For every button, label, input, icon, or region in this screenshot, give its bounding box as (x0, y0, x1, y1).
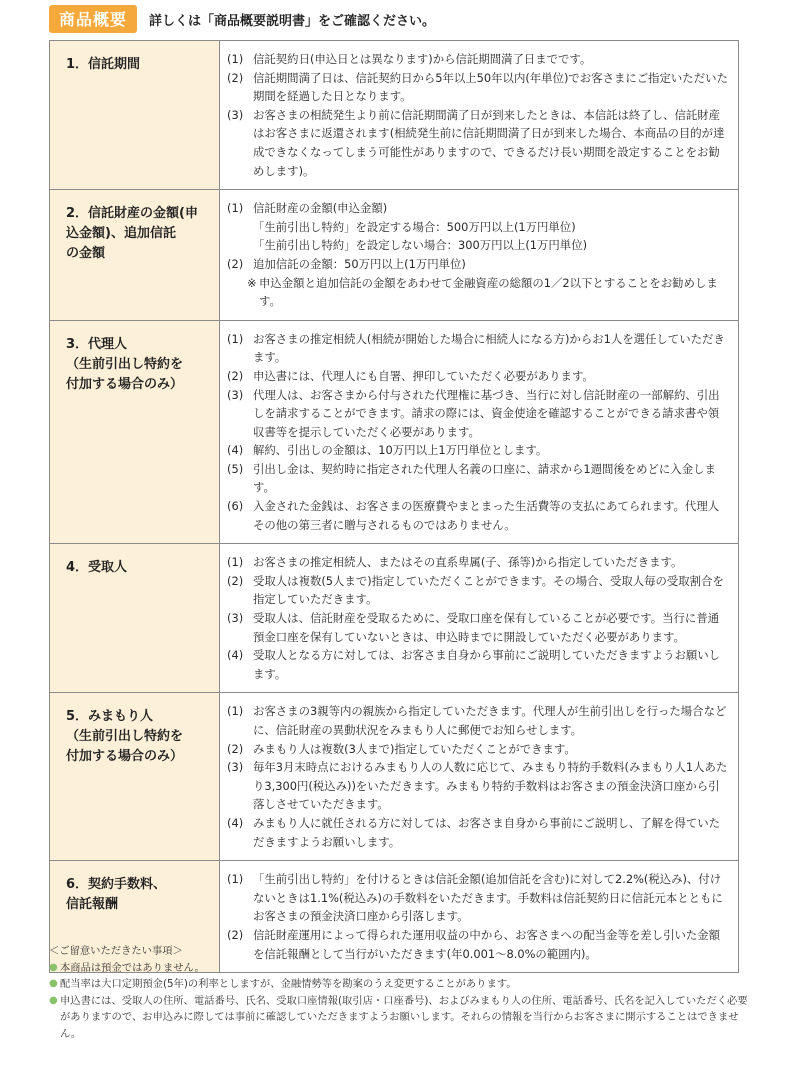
item-number: (3) (227, 611, 244, 626)
item-text: 信託期間満了日は、信託契約日から5年以上50年以内(年単位)でお客さまにご指定いただいた期間を経過した日となります。 (253, 70, 728, 104)
item-text: 毎年3月末時点におけるみまもり人の人数に応じて、みまもり特約手数料(みまもり人1人あたり3,300円(税込み))をいただきます。みまもり特約手数料はお客さまの預金決済口座から引落しさせていただきます。 (253, 760, 728, 812)
row-label (50, 41, 220, 190)
item-text: 「生前引出し特約」を付けるときは信託金額(追加信託を含む)に対して2.2%(税込み)、付けないときは1.1%(税込み)の手数料をいただきます。手数料は信託契約日に信託元本とともにお客さまの預金決済口座から引落します。 (253, 872, 723, 924)
note-text: 申込金額と追加信託の金額をあわせて金融資産の総額の1／2以下とすることをお勧めします。 (259, 275, 718, 309)
numbered-item (227, 50, 730, 69)
table-row (50, 693, 739, 861)
item-text: 受取人となる方に対しては、お客さま自身から事前にご説明していただきますようお願いします。 (253, 648, 721, 681)
item-text: お客さまの推定相続人(相続が開始した場合に相続人になる方)からお1人を選任していただきます。 (253, 331, 725, 365)
row-content (220, 693, 739, 861)
item-text: 信託契約日(申込日とは異なります)から信託期間満了日までです。 (253, 52, 592, 66)
item-text: みまもり人に就任される方に対しては、お客さま自身から事前にご説明し、了解を得ていただきますようお願いします。 (253, 815, 721, 849)
item-number: (3) (227, 107, 244, 122)
item-text: お客さまの推定相続人、またはその直系卑属(子、孫等)から指定していただきます。 (253, 555, 683, 570)
item-number: (1) (227, 872, 244, 887)
item-number: (1) (227, 201, 244, 216)
table-row (50, 190, 739, 321)
numbered-item (227, 646, 730, 683)
table-row (50, 544, 739, 693)
item-number: (6) (227, 499, 244, 514)
row-label (50, 190, 220, 321)
note-bullet (49, 960, 749, 977)
item-number: (2) (227, 256, 244, 271)
row-content (220, 544, 739, 693)
row-label (50, 544, 220, 693)
numbered-item (227, 609, 730, 646)
note-bullet-text: 配当率は大口定期預金(5年)の利率としますが、金融情勢等を勘案のうえ変更することがあります。 (60, 978, 517, 990)
row-label-line: 1．信託期間 (66, 57, 141, 72)
numbered-item (227, 870, 730, 926)
row-label-line: 4．受取人 (66, 560, 128, 576)
note-mark: ※ (247, 275, 257, 290)
numbered-item (227, 386, 730, 442)
row-label-line: 2．信託財産の金額(申 (66, 206, 198, 222)
item-number: (4) (227, 815, 244, 830)
numbered-item (227, 740, 730, 759)
row-label-line: の金額 (66, 246, 106, 262)
row-label-line: 込金額)、追加信託 (66, 226, 176, 242)
item-text: 解約、引出しの金額は、10万円以上1万円単位とします。 (253, 443, 548, 458)
row-label (50, 693, 220, 861)
notes-list (49, 960, 749, 1043)
row-label-line: （生前引出し特約を (66, 729, 184, 745)
item-number: (3) (227, 387, 244, 402)
numbered-item (227, 69, 730, 106)
item-number: (1) (227, 555, 244, 570)
numbered-item (227, 367, 730, 386)
item-number: (4) (227, 443, 244, 458)
numbered-item (227, 460, 730, 497)
row-label-line: 5．みまもり人 (66, 709, 154, 725)
numbered-item (227, 106, 730, 180)
row-label-line: 6．契約手数料、 (66, 877, 167, 893)
item-number: (1) (227, 331, 244, 346)
numbered-item (227, 497, 730, 534)
numbered-item (227, 441, 730, 460)
row-label (50, 320, 220, 544)
numbered-item (227, 702, 730, 739)
item-number: (2) (227, 741, 244, 756)
row-content (220, 320, 739, 544)
note-bullet (49, 993, 749, 1043)
item-text: 入金された金銭は、お客さまの医療費やまとまった生活費等の支払にあてられます。代理人その他の第三者に贈与されるものではありません。 (253, 499, 720, 532)
numbered-item (227, 255, 730, 274)
row-label-line: 3．代理人 (66, 336, 128, 352)
item-number: (1) (227, 52, 244, 66)
item-text: お客さまの3親等内の親族から指定していただきます。代理人が生前引出しを行った場合などに、信託財産の異動状況をみまもり人に郵便でお知らせします。 (253, 704, 727, 737)
numbered-item (227, 330, 730, 367)
subtitle: 詳しくは「商品概要説明書」をご確認ください。 (149, 13, 436, 29)
item-number: (2) (227, 573, 244, 588)
row-content (220, 41, 739, 190)
sub-item: 「生前引出し特約」を設定しない場合：300万円以上(1万円単位) (253, 238, 588, 253)
item-text: 受取人は、信託財産を受取るために、受取口座を保有していることが必要です。当行に普通預金口座を保有していないときは、申込時までに開設していただく必要があります。 (253, 611, 720, 644)
item-text: 信託財産の金額(申込金額) (253, 201, 388, 216)
numbered-item (227, 758, 730, 814)
item-text: お客さまの相続発生より前に信託期間満了日が到来したときは、本信託は終了し、信託財産はお客さまに返還されます(相続発生前に信託期間満了日が到来した場合、本商品の目的が達成できなくなってしまう可能性がありますので、できるだけ長い期間を設定することをお勧めします)。 (253, 107, 725, 178)
table-row (50, 320, 739, 544)
item-text: 信託財産運用によって得られた運用収益の中から、お客さまへの配当金等を差し引いた金額を信託報酬として当行がいただきます(年0.001～8.0%の範囲内)。 (253, 927, 721, 961)
item-number: (2) (227, 368, 244, 383)
summary-table (49, 40, 739, 973)
item-text: 申込書には、代理人にも自署、押印していただく必要があります。 (253, 368, 594, 383)
section-badge: 商品概要 (49, 5, 137, 33)
item-text: 受取人は複数(5人まで)指定していただくことができます。その場合、受取人毎の受取割合を指定していただきます。 (253, 573, 724, 607)
item-number: (2) (227, 70, 244, 85)
row-label-line: 信託報酬 (66, 897, 119, 913)
note-item (227, 274, 730, 311)
notes-section (49, 943, 749, 1042)
sub-item: 「生前引出し特約」を設定する場合：500万円以上(1万円単位) (253, 219, 576, 234)
row-label-line: 付加する場合のみ） (66, 376, 184, 392)
item-number: (2) (227, 927, 244, 942)
item-number: (5) (227, 461, 244, 476)
item-text: みまもり人は複数(3人まで)指定していただくことができます。 (253, 741, 576, 756)
bullet-dot-icon: ● (49, 994, 58, 1006)
row-content (220, 190, 739, 321)
note-bullet-text: 申込書には、受取人の住所、電話番号、氏名、受取口座情報(取引店・口座番号)、およびみまもり人の住所、電話番号、氏名を記入していただく必要がありますので、お申込みに際しては事前に確認していただきますようお願いします。それらの情報を当行からお客さまに開示することはできません。 (60, 994, 748, 1040)
notes-heading: ＜ご留意いただきたい事項＞ (49, 945, 183, 957)
numbered-item (227, 814, 730, 851)
item-number: (3) (227, 760, 244, 775)
numbered-item (227, 553, 730, 572)
note-bullet (49, 976, 749, 993)
bullet-dot-icon: ● (49, 961, 58, 973)
item-text: 代理人は、お客さまから付与された代理権に基づき、当行に対し信託財産の一部解約、引出しを請求することができます。請求の際には、資金使途を確認することができる請求書や領収書等を提示していただく必要があります。 (253, 387, 720, 439)
numbered-item (227, 572, 730, 609)
item-number: (4) (227, 648, 244, 663)
bullet-dot-icon: ● (49, 978, 58, 989)
note-bullet-text: 本商品は預金ではありません。 (60, 961, 205, 974)
numbered-item (227, 199, 730, 218)
item-text: 引出し金は、契約時に指定された代理人名義の口座に、請求から1週間後をめどに入金します。 (253, 461, 716, 495)
row-label-line: 付加する場合のみ） (66, 749, 184, 765)
table-row (50, 41, 739, 190)
item-text: 追加信託の金額：50万円以上(1万円単位) (253, 256, 466, 271)
item-number: (1) (227, 704, 244, 719)
header (49, 6, 435, 32)
row-label-line: （生前引出し特約を (66, 356, 184, 372)
